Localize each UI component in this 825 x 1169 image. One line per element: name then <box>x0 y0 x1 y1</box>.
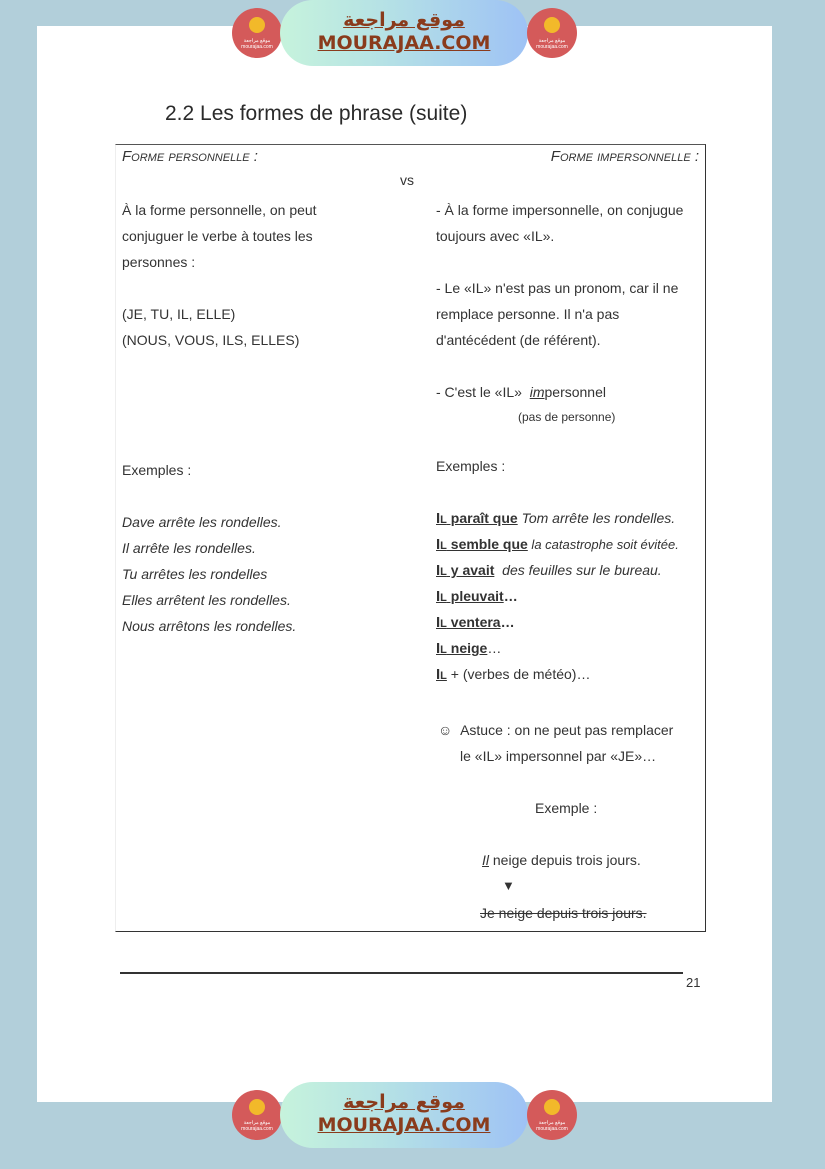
left-intro-line: À la forme personnelle, on peut <box>122 202 317 218</box>
badge-text: موقع مراجعة mourajaa.com <box>241 1120 273 1132</box>
impersonal-verb: ventera <box>446 614 501 630</box>
right-example <box>436 583 518 610</box>
example-rest: … <box>500 614 515 630</box>
impersonal-verb: neige <box>446 640 488 656</box>
book-icon <box>544 17 560 33</box>
page-number: 21 <box>686 975 701 990</box>
right-p2-line: remplace personne. Il n'a pas <box>436 306 620 322</box>
right-examples-label: Exemples : <box>436 458 506 474</box>
badge-text: موقع مراجعة mourajaa.com <box>536 1120 568 1132</box>
p3-prefix: - C'est le «IL» <box>436 384 530 400</box>
logo-badge <box>527 1090 577 1140</box>
left-header: Forme personnelle : <box>122 148 258 165</box>
book-icon <box>249 17 265 33</box>
example-rest: la catastrophe soit évitée. <box>527 537 679 552</box>
right-example <box>436 557 662 584</box>
right-example <box>436 661 590 688</box>
correct-example <box>482 847 641 873</box>
site-arabic-name: موقع مراجعة <box>343 9 465 31</box>
wrong-example: Je neige depuis trois jours. <box>480 905 647 921</box>
example-rest: … <box>487 640 502 656</box>
right-header: Forme impersonnelle : <box>550 148 699 165</box>
right-example <box>436 531 679 558</box>
impersonal-verb: y avait <box>446 562 495 578</box>
left-examples-label: Exemples : <box>122 462 192 478</box>
right-example <box>436 635 501 662</box>
pronoun-line: (NOUS, VOUS, ILS, ELLES) <box>122 332 300 348</box>
impersonal-verb: pleuvait <box>446 588 504 604</box>
logo-badge <box>232 8 282 58</box>
tip-line <box>438 717 673 743</box>
il-pronoun: Il <box>436 510 447 527</box>
site-link[interactable] <box>280 1082 528 1148</box>
example-label: Exemple : <box>535 800 598 816</box>
il-pronoun: Il <box>436 562 447 579</box>
book-icon <box>544 1099 560 1115</box>
tip-text: Astuce : on ne peut pas remplacer <box>460 722 674 738</box>
left-example: Elles arrêtent les rondelles. <box>122 592 291 608</box>
left-example: Nous arrêtons les rondelles. <box>122 618 297 634</box>
site-link[interactable] <box>280 0 528 66</box>
logo-badge <box>232 1090 282 1140</box>
site-url[interactable]: MOURAJAA.COM <box>317 32 491 54</box>
book-icon <box>249 1099 265 1115</box>
correct-rest: neige depuis trois jours. <box>489 852 641 868</box>
site-url[interactable]: MOURAJAA.COM <box>317 1114 491 1136</box>
site-banner-bottom[interactable] <box>230 1078 580 1158</box>
left-example: Dave arrête les rondelles. <box>122 514 282 530</box>
right-p1-line: - À la forme impersonnelle, on conjugue <box>436 202 684 218</box>
right-p2-line: d'antécédent (de référent). <box>436 332 601 348</box>
example-rest: + (verbes de météo)… <box>446 666 591 682</box>
right-p3-line <box>436 379 606 405</box>
il-pronoun: Il <box>436 588 447 605</box>
p3-suffix: personnel <box>544 384 606 400</box>
section-title: 2.2 Les formes de phrase (suite) <box>165 102 468 125</box>
logo-badge <box>527 8 577 58</box>
left-intro-line: conjuguer le verbe à toutes les <box>122 228 313 244</box>
example-rest: Tom arrête les rondelles. <box>517 510 676 526</box>
impersonal-verb: paraît que <box>446 510 518 526</box>
tip-line: le «IL» impersonnel par «JE»… <box>460 748 657 764</box>
footer-rule <box>120 972 683 974</box>
il-pronoun: Il <box>436 666 447 683</box>
down-arrow-icon: ▼ <box>502 878 515 893</box>
right-example <box>436 609 515 636</box>
il-pronoun: Il <box>436 536 447 553</box>
left-intro-line: personnes : <box>122 254 196 270</box>
right-example <box>436 505 675 532</box>
il-pronoun: Il <box>436 640 447 657</box>
im-prefix: im <box>529 384 545 400</box>
impersonal-verb: semble que <box>446 536 528 552</box>
site-banner-top[interactable] <box>230 0 580 76</box>
comparison-table <box>115 144 706 932</box>
example-rest: des feuilles sur le bureau. <box>494 562 662 578</box>
pronoun-line: (JE, TU, IL, ELLE) <box>122 306 236 322</box>
badge-text: موقع مراجعة mourajaa.com <box>536 38 568 50</box>
vs-label: vs <box>400 172 414 188</box>
site-arabic-name: موقع مراجعة <box>343 1091 465 1113</box>
example-rest: … <box>503 588 518 604</box>
smiley-icon: ☺ <box>438 722 453 738</box>
right-p2-line: - Le «IL» n'est pas un pronom, car il ne <box>436 280 679 296</box>
badge-text: موقع مراجعة mourajaa.com <box>241 38 273 50</box>
left-example: Tu arrêtes les rondelles <box>122 566 268 582</box>
il-pronoun: Il <box>436 614 447 631</box>
il-pronoun: Il <box>482 852 489 868</box>
left-example: Il arrête les rondelles. <box>122 540 256 556</box>
right-p1-line: toujours avec «IL». <box>436 228 555 244</box>
p3-note: (pas de personne) <box>518 410 616 424</box>
